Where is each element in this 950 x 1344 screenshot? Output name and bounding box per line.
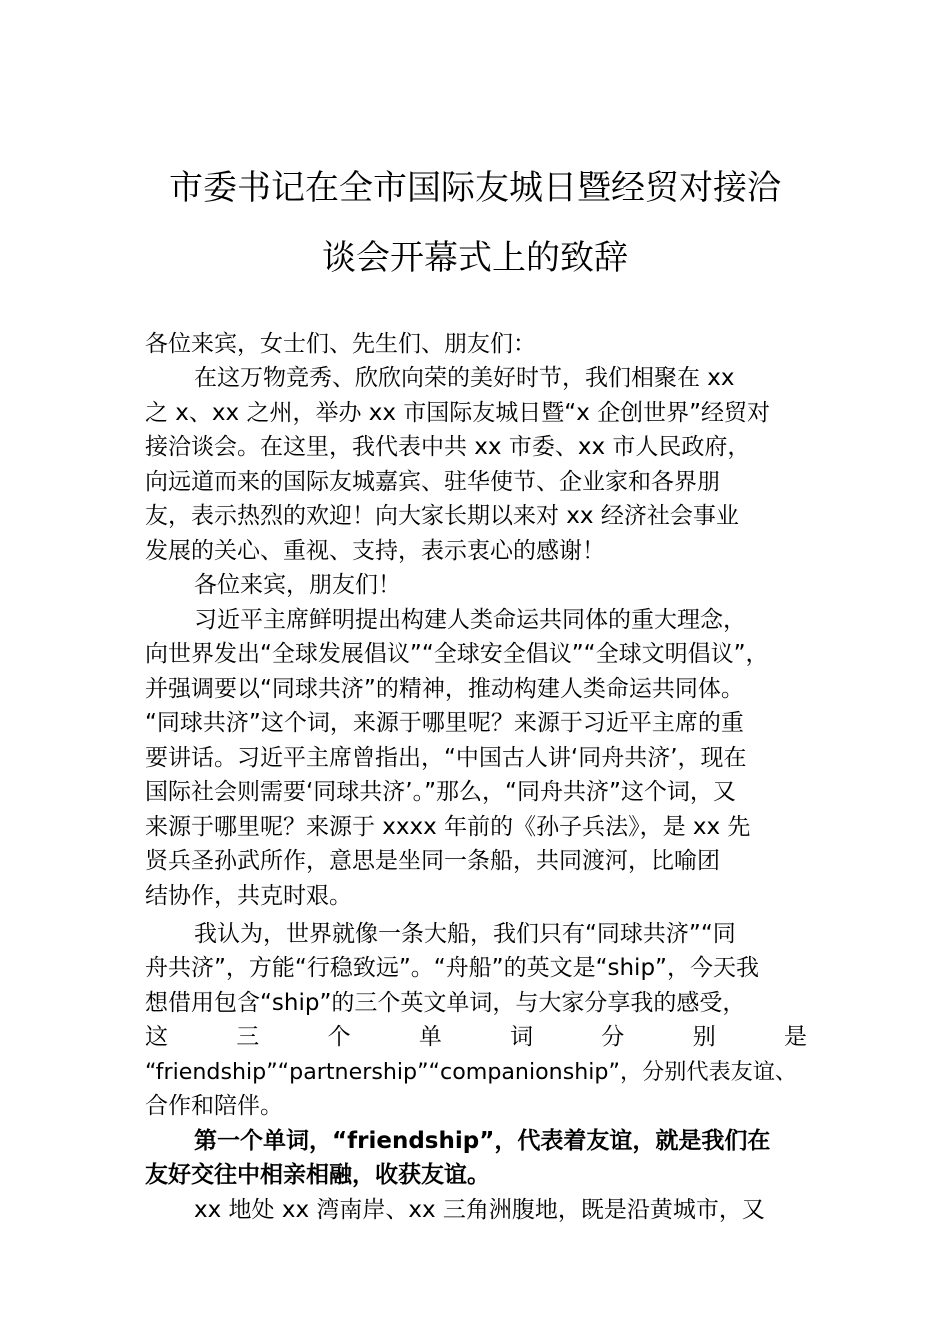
spread-word: 别 (692, 1024, 716, 1050)
paragraph-line: 之 x、xx 之州，举办 xx 市国际友城日暨“x 企创世界”经贸对 (145, 400, 771, 426)
paragraph-line: 并强调要以“同球共济”的精神，推动构建人类命运共同体。 (145, 676, 744, 702)
paragraph-line: 合作和陪伴。 (145, 1093, 283, 1119)
spread-word: 分 (601, 1024, 625, 1050)
spread-word: 个 (327, 1024, 351, 1050)
paragraph-line: 各位来宾，朋友们！ (194, 572, 401, 598)
paragraph-line: 向远道而来的国际友城嘉宾、驻华使节、企业家和各界朋 (145, 469, 720, 495)
salutation: 各位来宾，女士们、先生们、朋友们： (145, 331, 536, 357)
spread-word: 这 (145, 1024, 168, 1050)
paragraph-line: 要讲话。习近平主席曾指出，“中国古人讲‘同舟共济’，现在 (145, 745, 747, 771)
spread-word: 是 (783, 1024, 807, 1050)
paragraph-line-bold: 第一个单词，“friendship”，代表着友谊，就是我们在 (194, 1128, 771, 1154)
spread-word: 三 (236, 1024, 260, 1050)
paragraph-line: 来源于哪里呢？来源于 xxxx 年前的《孙子兵法》，是 xx 先 (145, 814, 751, 840)
document-title-line-2: 谈会开幕式上的致辞 (322, 238, 628, 278)
paragraph-line: 友，表示热烈的欢迎！向大家长期以来对 xx 经济社会事业 (145, 503, 739, 529)
paragraph-line: 舟共济”，方能“行稳致远”。“舟船”的英文是“ship”，今天我 (145, 955, 759, 981)
paragraph-line: “friendship”“partnership”“companionship”，分别代表友谊、 (145, 1059, 798, 1085)
paragraph-line-bold: 友好交往中相亲相融，收获友谊。 (145, 1162, 490, 1188)
paragraph-line: 向世界发出“全球发展倡议”“全球安全倡议”“全球文明倡议”， (145, 641, 769, 667)
justified-line (145, 1020, 807, 1054)
paragraph-line: 想借用包含“ship”的三个英文单词，与大家分享我的感受， (145, 990, 746, 1016)
paragraph-line: 发展的关心、重视、支持，表示衷心的感谢！ (145, 538, 605, 564)
spread-word: 单 (418, 1024, 442, 1050)
paragraph-line: 贤兵圣孙武所作，意思是坐同一条船，共同渡河，比喻团 (145, 848, 720, 874)
paragraph-line: 接洽谈会。在这里，我代表中共 xx 市委、xx 市人民政府， (145, 434, 751, 460)
paragraph-line: 在这万物竞秀、欣欣向荣的美好时节，我们相聚在 xx (194, 365, 735, 391)
spread-word: 词 (510, 1024, 534, 1050)
paragraph-line: “同球共济”这个词，来源于哪里呢？来源于习近平主席的重 (145, 710, 744, 736)
paragraph-line: 结协作，共克时艰。 (145, 883, 352, 909)
paragraph-line: 国际社会则需要‘同球共济’。”那么，“同舟共济”这个词，又 (145, 779, 736, 805)
paragraph-line: 习近平主席鲜明提出构建人类命运共同体的重大理念， (194, 607, 746, 633)
document-title-line-1: 市委书记在全市国际友城日暨经贸对接洽 (169, 168, 781, 208)
paragraph-line: xx 地处 xx 湾南岸、xx 三角洲腹地，既是沿黄城市，又 (194, 1197, 765, 1223)
paragraph-line: 我认为，世界就像一条大船，我们只有“同球共济”“同 (194, 921, 736, 947)
